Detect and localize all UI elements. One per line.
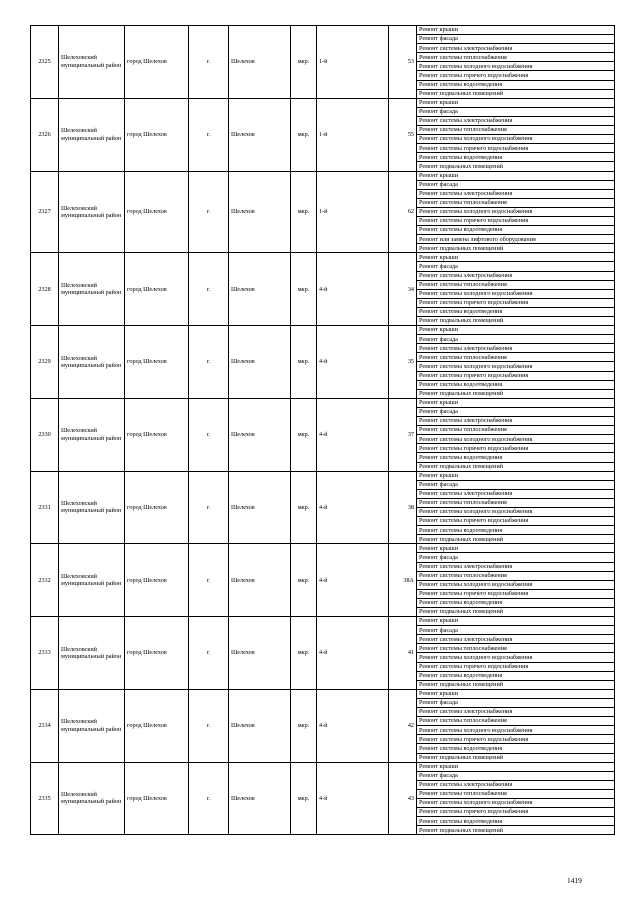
table-row <box>31 617 615 626</box>
work-type-cell: Ремонт системы холодного водоснабжения <box>417 580 615 589</box>
house-number-cell: 35 <box>389 326 417 399</box>
work-type-cell: Ремонт системы теплоснабжения <box>417 498 615 507</box>
work-type-cell: Ремонт подвальных помещений <box>417 608 615 617</box>
microdistrict-type-cell: мкр. <box>291 762 317 835</box>
work-type-cell: Ремонт системы теплоснабжения <box>417 789 615 798</box>
work-type-cell: Ремонт системы водоотведения <box>417 380 615 389</box>
microdistrict-type-cell: мкр. <box>291 326 317 399</box>
work-type-cell: Ремонт системы холодного водоснабжения <box>417 653 615 662</box>
settlement-name-cell: Шелехов <box>229 471 291 544</box>
settlement-type-cell: г. <box>189 689 229 762</box>
work-type-cell: Ремонт крыши <box>417 762 615 771</box>
table-row <box>31 98 615 107</box>
record-number: 2327 <box>31 171 59 253</box>
city-cell: город Шелехов <box>125 98 189 171</box>
microdistrict-type-cell: мкр. <box>291 98 317 171</box>
table-row <box>31 762 615 771</box>
work-type-cell: Ремонт системы горячего водоснабжения <box>417 216 615 225</box>
work-type-cell: Ремонт крыши <box>417 326 615 335</box>
work-type-cell: Ремонт системы теплоснабжения <box>417 53 615 62</box>
work-type-cell: Ремонт системы теплоснабжения <box>417 198 615 207</box>
record-number: 2329 <box>31 326 59 399</box>
microdistrict-name-cell: 4-й <box>317 617 389 690</box>
work-type-cell: Ремонт или замена лифтового оборудования <box>417 235 615 244</box>
work-type-cell: Ремонт подвальных помещений <box>417 680 615 689</box>
record-number: 2325 <box>31 26 59 99</box>
work-type-cell: Ремонт фасада <box>417 626 615 635</box>
microdistrict-type-cell: мкр. <box>291 398 317 471</box>
work-type-cell: Ремонт системы теплоснабжения <box>417 571 615 580</box>
district-cell: Шелеховский муниципальный район <box>59 762 125 835</box>
district-cell: Шелеховский муниципальный район <box>59 398 125 471</box>
work-type-cell: Ремонт системы водоотведения <box>417 307 615 316</box>
work-type-cell: Ремонт системы водоотведения <box>417 526 615 535</box>
city-cell: город Шелехов <box>125 617 189 690</box>
work-type-cell: Ремонт системы горячего водоснабжения <box>417 517 615 526</box>
settlement-type-cell: г. <box>189 544 229 617</box>
house-number-cell: 62 <box>389 171 417 253</box>
record-number: 2334 <box>31 689 59 762</box>
city-cell: город Шелехов <box>125 762 189 835</box>
table-row <box>31 471 615 480</box>
work-type-cell: Ремонт системы теплоснабжения <box>417 644 615 653</box>
settlement-name-cell: Шелехов <box>229 98 291 171</box>
house-number-cell: 38 <box>389 471 417 544</box>
city-cell: город Шелехов <box>125 326 189 399</box>
house-number-cell: 43 <box>389 762 417 835</box>
settlement-type-cell: г. <box>189 98 229 171</box>
district-cell: Шелеховский муниципальный район <box>59 689 125 762</box>
work-type-cell: Ремонт системы горячего водоснабжения <box>417 589 615 598</box>
microdistrict-name-cell: 4-й <box>317 398 389 471</box>
microdistrict-type-cell: мкр. <box>291 253 317 326</box>
settlement-name-cell: Шелехов <box>229 253 291 326</box>
work-type-cell: Ремонт системы холодного водоснабжения <box>417 362 615 371</box>
record-number: 2326 <box>31 98 59 171</box>
city-cell: город Шелехов <box>125 171 189 253</box>
work-type-cell: Ремонт системы теплоснабжения <box>417 353 615 362</box>
district-cell: Шелеховский муниципальный район <box>59 253 125 326</box>
microdistrict-name-cell: 4-й <box>317 471 389 544</box>
work-type-cell: Ремонт подвальных помещений <box>417 389 615 398</box>
work-type-cell: Ремонт системы горячего водоснабжения <box>417 144 615 153</box>
work-type-cell: Ремонт системы холодного водоснабжения <box>417 726 615 735</box>
house-number-cell: 37 <box>389 398 417 471</box>
work-type-cell: Ремонт системы теплоснабжения <box>417 280 615 289</box>
city-cell: город Шелехов <box>125 26 189 99</box>
work-type-cell: Ремонт системы горячего водоснабжения <box>417 71 615 80</box>
settlement-name-cell: Шелехов <box>229 171 291 253</box>
work-type-cell: Ремонт системы электроснабжения <box>417 44 615 53</box>
microdistrict-name-cell: 4-й <box>317 762 389 835</box>
city-cell: город Шелехов <box>125 471 189 544</box>
work-type-cell: Ремонт системы водоотведения <box>417 153 615 162</box>
work-type-cell: Ремонт системы горячего водоснабжения <box>417 662 615 671</box>
work-type-cell: Ремонт фасада <box>417 407 615 416</box>
record-number: 2330 <box>31 398 59 471</box>
table-row <box>31 326 615 335</box>
district-cell: Шелеховский муниципальный район <box>59 617 125 690</box>
house-number-cell: 55 <box>389 98 417 171</box>
work-type-cell: Ремонт подвальных помещений <box>417 89 615 98</box>
city-cell: город Шелехов <box>125 398 189 471</box>
work-type-cell: Ремонт фасада <box>417 35 615 44</box>
work-type-cell: Ремонт крыши <box>417 98 615 107</box>
settlement-type-cell: г. <box>189 253 229 326</box>
work-type-cell: Ремонт системы электроснабжения <box>417 708 615 717</box>
record-number: 2331 <box>31 471 59 544</box>
register-sheet <box>30 25 614 835</box>
work-type-cell: Ремонт подвальных помещений <box>417 317 615 326</box>
work-type-cell: Ремонт фасада <box>417 107 615 116</box>
work-type-cell: Ремонт системы холодного водоснабжения <box>417 135 615 144</box>
district-cell: Шелеховский муниципальный район <box>59 326 125 399</box>
work-type-cell: Ремонт системы горячего водоснабжения <box>417 298 615 307</box>
repair-program-table <box>30 25 615 835</box>
settlement-name-cell: Шелехов <box>229 689 291 762</box>
table-row <box>31 689 615 698</box>
table-row <box>31 398 615 407</box>
work-type-cell: Ремонт фасада <box>417 335 615 344</box>
work-type-cell: Ремонт системы холодного водоснабжения <box>417 798 615 807</box>
work-type-cell: Ремонт системы теплоснабжения <box>417 126 615 135</box>
settlement-name-cell: Шелехов <box>229 326 291 399</box>
city-cell: город Шелехов <box>125 253 189 326</box>
house-number-cell: 34 <box>389 253 417 326</box>
work-type-cell: Ремонт подвальных помещений <box>417 244 615 253</box>
district-cell: Шелеховский муниципальный район <box>59 471 125 544</box>
work-type-cell: Ремонт подвальных помещений <box>417 162 615 171</box>
work-type-cell: Ремонт системы теплоснабжения <box>417 426 615 435</box>
work-type-cell: Ремонт фасада <box>417 553 615 562</box>
work-type-cell: Ремонт системы холодного водоснабжения <box>417 435 615 444</box>
table-body <box>31 26 615 835</box>
work-type-cell: Ремонт крыши <box>417 689 615 698</box>
settlement-type-cell: г. <box>189 326 229 399</box>
microdistrict-name-cell: 1-й <box>317 98 389 171</box>
work-type-cell: Ремонт фасада <box>417 698 615 707</box>
district-cell: Шелеховский муниципальный район <box>59 26 125 99</box>
microdistrict-name-cell: 4-й <box>317 326 389 399</box>
record-number: 2335 <box>31 762 59 835</box>
work-type-cell: Ремонт подвальных помещений <box>417 753 615 762</box>
work-type-cell: Ремонт системы водоотведения <box>417 453 615 462</box>
work-type-cell: Ремонт системы электроснабжения <box>417 417 615 426</box>
work-type-cell: Ремонт системы холодного водоснабжения <box>417 62 615 71</box>
microdistrict-name-cell: 1-й <box>317 26 389 99</box>
work-type-cell: Ремонт системы горячего водоснабжения <box>417 444 615 453</box>
settlement-name-cell: Шелехов <box>229 762 291 835</box>
microdistrict-name-cell: 4-й <box>317 544 389 617</box>
settlement-type-cell: г. <box>189 171 229 253</box>
work-type-cell: Ремонт крыши <box>417 471 615 480</box>
page-number: 1419 <box>567 876 582 885</box>
work-type-cell: Ремонт подвальных помещений <box>417 535 615 544</box>
settlement-type-cell: г. <box>189 26 229 99</box>
microdistrict-type-cell: мкр. <box>291 617 317 690</box>
work-type-cell: Ремонт фасада <box>417 180 615 189</box>
city-cell: город Шелехов <box>125 689 189 762</box>
work-type-cell: Ремонт крыши <box>417 398 615 407</box>
settlement-type-cell: г. <box>189 398 229 471</box>
table-row <box>31 544 615 553</box>
work-type-cell: Ремонт крыши <box>417 544 615 553</box>
district-cell: Шелеховский муниципальный район <box>59 171 125 253</box>
settlement-name-cell: Шелехов <box>229 26 291 99</box>
work-type-cell: Ремонт системы электроснабжения <box>417 780 615 789</box>
work-type-cell: Ремонт фасада <box>417 480 615 489</box>
work-type-cell: Ремонт системы водоотведения <box>417 226 615 235</box>
work-type-cell: Ремонт системы электроснабжения <box>417 189 615 198</box>
work-type-cell: Ремонт системы электроснабжения <box>417 635 615 644</box>
microdistrict-type-cell: мкр. <box>291 471 317 544</box>
record-number: 2333 <box>31 617 59 690</box>
work-type-cell: Ремонт подвальных помещений <box>417 826 615 835</box>
settlement-name-cell: Шелехов <box>229 617 291 690</box>
house-number-cell: 53 <box>389 26 417 99</box>
work-type-cell: Ремонт системы холодного водоснабжения <box>417 507 615 516</box>
house-number-cell: 38А <box>389 544 417 617</box>
work-type-cell: Ремонт фасада <box>417 771 615 780</box>
microdistrict-type-cell: мкр. <box>291 171 317 253</box>
work-type-cell: Ремонт системы горячего водоснабжения <box>417 808 615 817</box>
house-number-cell: 42 <box>389 689 417 762</box>
work-type-cell: Ремонт фасада <box>417 262 615 271</box>
record-number: 2328 <box>31 253 59 326</box>
table-row <box>31 171 615 180</box>
work-type-cell: Ремонт крыши <box>417 26 615 35</box>
microdistrict-name-cell: 4-й <box>317 689 389 762</box>
work-type-cell: Ремонт подвальных помещений <box>417 462 615 471</box>
work-type-cell: Ремонт крыши <box>417 253 615 262</box>
work-type-cell: Ремонт системы холодного водоснабжения <box>417 207 615 216</box>
microdistrict-name-cell: 1-й <box>317 171 389 253</box>
work-type-cell: Ремонт крыши <box>417 171 615 180</box>
work-type-cell: Ремонт крыши <box>417 617 615 626</box>
house-number-cell: 41 <box>389 617 417 690</box>
table-row <box>31 253 615 262</box>
work-type-cell: Ремонт системы водоотведения <box>417 598 615 607</box>
work-type-cell: Ремонт системы горячего водоснабжения <box>417 735 615 744</box>
work-type-cell: Ремонт системы водоотведения <box>417 744 615 753</box>
work-type-cell: Ремонт системы водоотведения <box>417 817 615 826</box>
city-cell: город Шелехов <box>125 544 189 617</box>
district-cell: Шелеховский муниципальный район <box>59 98 125 171</box>
work-type-cell: Ремонт системы теплоснабжения <box>417 717 615 726</box>
work-type-cell: Ремонт системы холодного водоснабжения <box>417 289 615 298</box>
district-cell: Шелеховский муниципальный район <box>59 544 125 617</box>
record-number: 2332 <box>31 544 59 617</box>
work-type-cell: Ремонт системы водоотведения <box>417 80 615 89</box>
work-type-cell: Ремонт системы электроснабжения <box>417 344 615 353</box>
microdistrict-type-cell: мкр. <box>291 689 317 762</box>
work-type-cell: Ремонт системы электроснабжения <box>417 116 615 125</box>
microdistrict-name-cell: 4-й <box>317 253 389 326</box>
settlement-name-cell: Шелехов <box>229 544 291 617</box>
work-type-cell: Ремонт системы электроснабжения <box>417 271 615 280</box>
settlement-type-cell: г. <box>189 471 229 544</box>
settlement-type-cell: г. <box>189 762 229 835</box>
microdistrict-type-cell: мкр. <box>291 544 317 617</box>
work-type-cell: Ремонт системы электроснабжения <box>417 489 615 498</box>
settlement-type-cell: г. <box>189 617 229 690</box>
work-type-cell: Ремонт системы водоотведения <box>417 671 615 680</box>
microdistrict-type-cell: мкр. <box>291 26 317 99</box>
work-type-cell: Ремонт системы электроснабжения <box>417 562 615 571</box>
work-type-cell: Ремонт системы горячего водоснабжения <box>417 371 615 380</box>
settlement-name-cell: Шелехов <box>229 398 291 471</box>
table-row <box>31 26 615 35</box>
